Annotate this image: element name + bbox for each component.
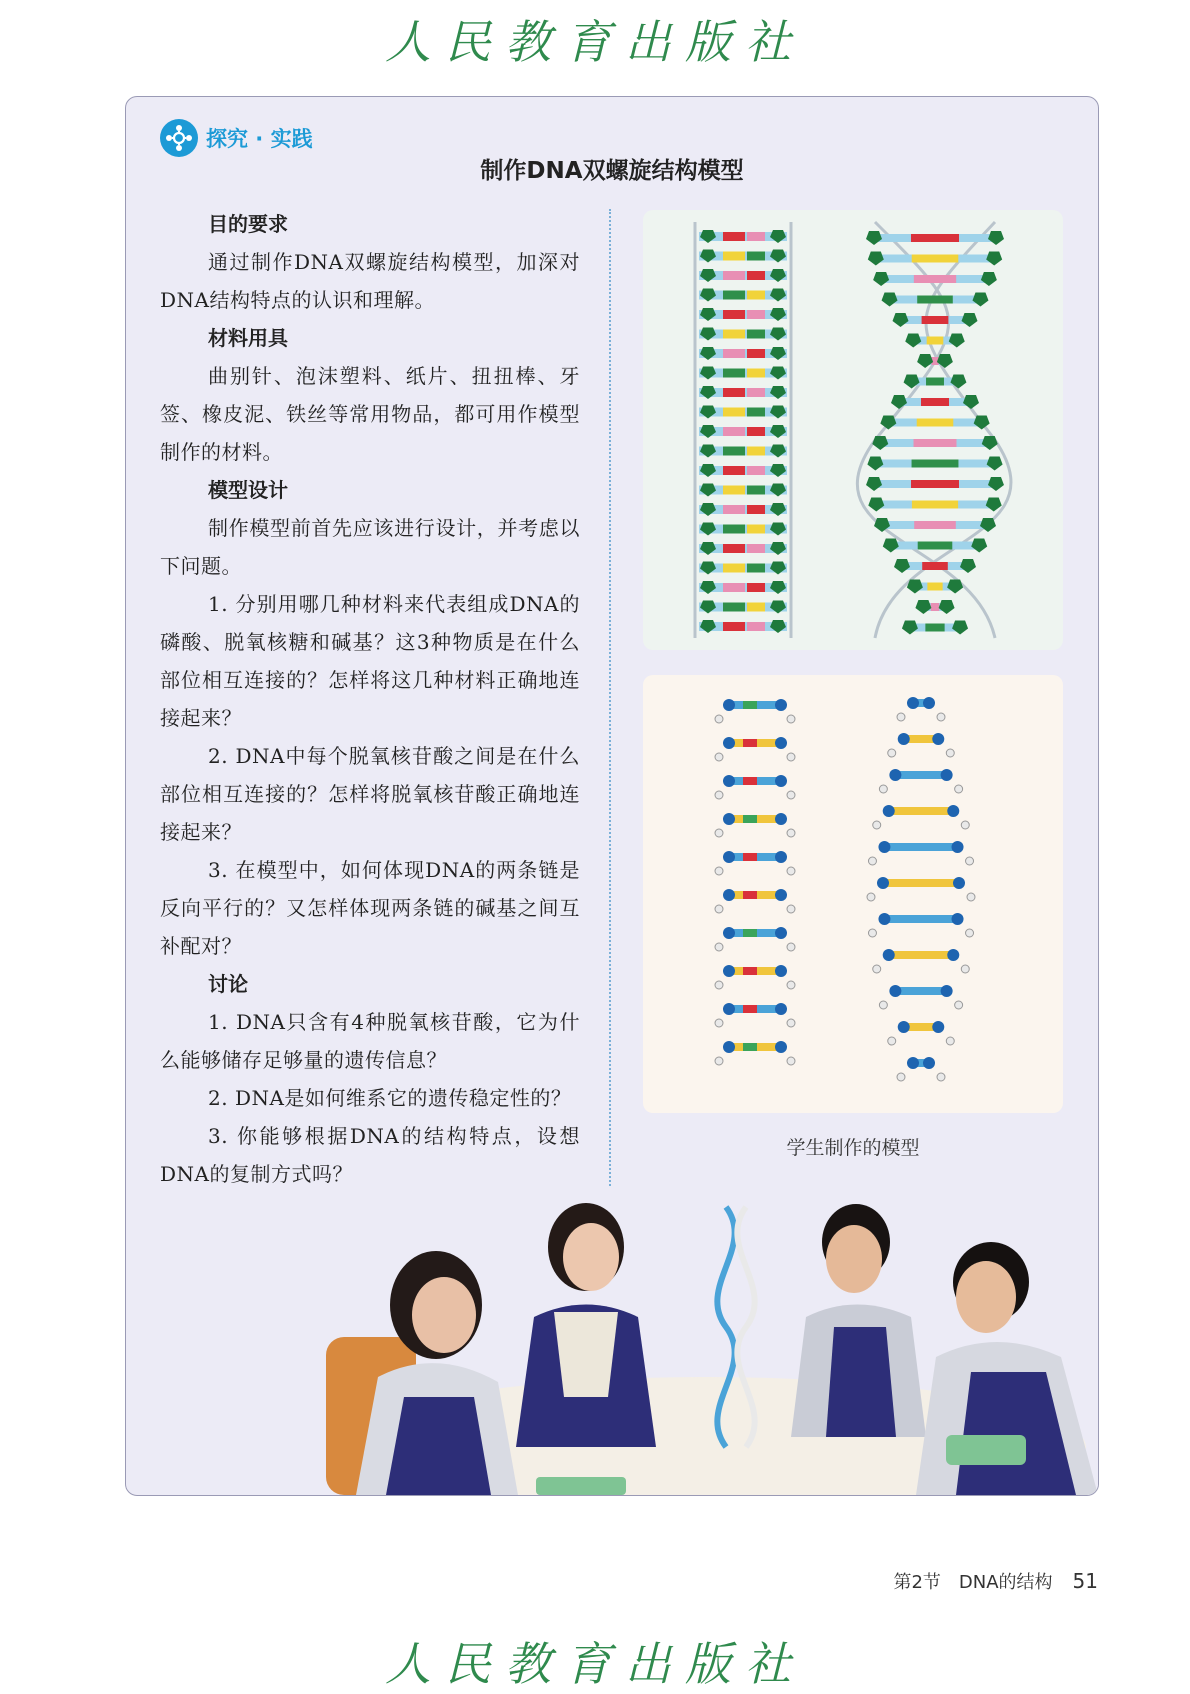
publisher-logo-bottom: 人民教育出版社 [385,1637,805,1691]
publisher-logo-top: 人民教育出版社 [385,15,805,69]
heading-discussion: 讨论 [208,972,248,996]
discussion-question-1: 1. DNA只含有4种脱氧核苷酸，它为什么能够储存足够量的遗传信息？ [160,1010,580,1072]
students-building-model-photo [286,1187,1098,1495]
dna-model-photo-paper [643,210,1063,650]
section-badge-label: 探究 · 实践 [206,127,313,151]
page-footer [893,1568,1098,1594]
dna-model-photo-beads [643,675,1063,1113]
design-question-2: 2. DNA中每个脱氧核苷酸之间是在什么部位相互连接的？怎样将脱氧核苷酸正确地连接起来？ [160,744,580,844]
inquiry-practice-panel [125,96,1099,1496]
figure-caption: 学生制作的模型 [786,1137,920,1159]
page-number: 51 [1072,1569,1098,1593]
discussion-question-3: 3. 你能够根据DNA的结构特点，设想DNA的复制方式吗？ [160,1124,580,1186]
design-question-1: 1. 分别用哪几种材料来代表组成DNA的磷酸、脱氧核糖和碱基？这3种物质是在什么部位相互连接的？怎样将这几种材料正确地连接起来？ [160,592,580,730]
activity-text [160,205,580,1193]
materials-paragraph: 曲别针、泡沫塑料、纸片、扭扭棒、牙签、橡皮泥、铁丝等常用物品，都可用作模型制作的材料。 [160,364,580,464]
activity-title: 制作DNA双螺旋结构模型 [480,158,744,184]
heading-objectives: 目的要求 [208,212,288,236]
objectives-paragraph: 通过制作DNA双螺旋结构模型，加深对DNA结构特点的认识和理解。 [160,250,580,312]
design-intro-paragraph: 制作模型前首先应该进行设计，并考虑以下问题。 [160,516,580,578]
discussion-question-2: 2. DNA是如何维系它的遗传稳定性的？ [208,1086,572,1110]
heading-model-design: 模型设计 [208,478,288,502]
heading-materials: 材料用具 [208,326,288,350]
column-divider [609,209,611,1289]
footer-section-label: 第2节 DNA的结构 [893,1572,1053,1593]
design-question-3: 3. 在模型中，如何体现DNA的两条链是反向平行的？又怎样体现两条链的碱基之间互补配对？ [160,858,580,958]
